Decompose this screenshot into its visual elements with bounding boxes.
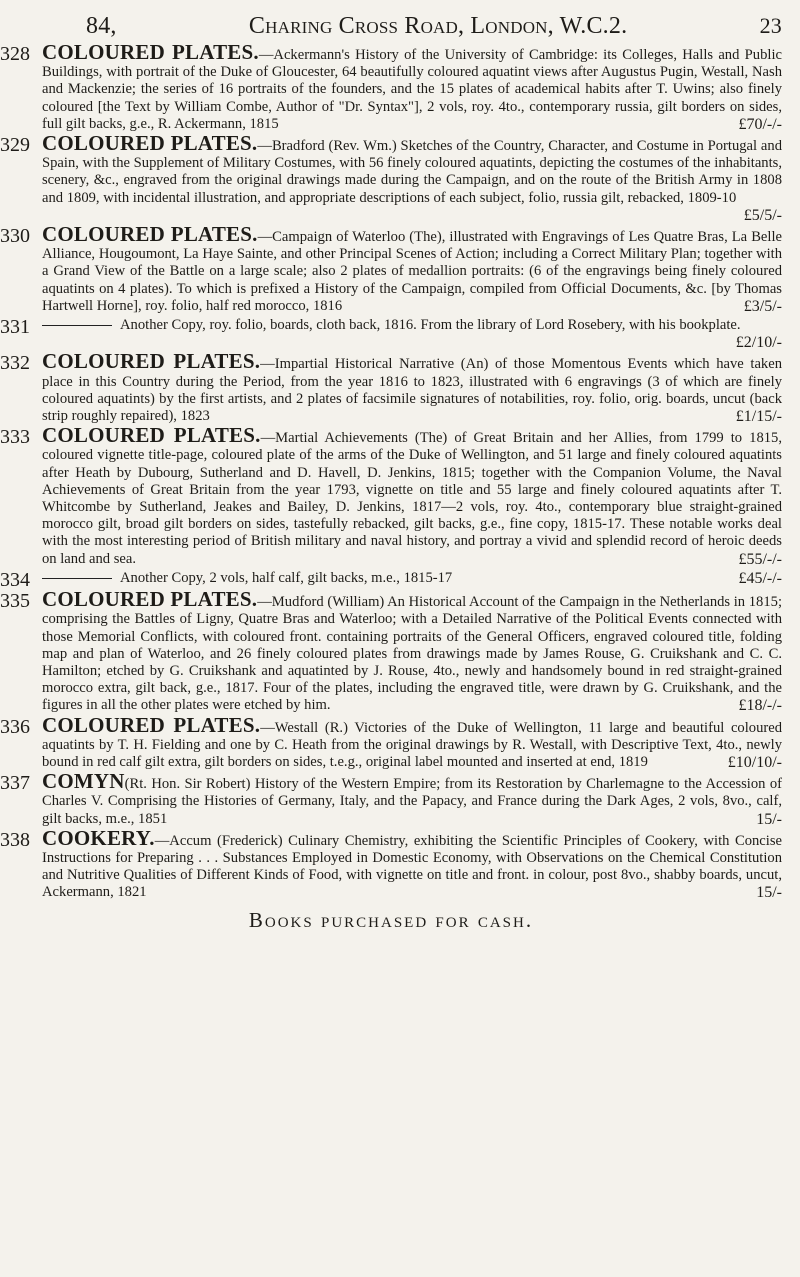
entry-price: £18/-/-	[738, 697, 782, 715]
entry-description: —Bradford (Rev. Wm.) Sketches of the Country, Character, and Costume in Portugal and Spain, with the Supplement of Military Costumes, with 56 finely coloured aquatints, depicting the costumes of the inhabitants, scenery, &c., engraved from the original drawings made during the Campaign, and on the route of the British Army in 1808 and 1809, with incidental illustration, and appropriate descriptions of each subject, folio, russia gilt, rebacked, 1809-10	[42, 138, 782, 206]
footer-note: Books purchased for cash.	[248, 907, 534, 932]
entry-body	[42, 712, 782, 772]
entry-body	[42, 317, 782, 351]
ditto-rule	[42, 578, 112, 579]
entry-list	[0, 40, 783, 902]
entry-heading: COLOURED PLATES.	[42, 587, 258, 612]
entry-body	[42, 40, 782, 133]
entry-price: 15/-	[756, 884, 782, 902]
entry-description: —Campaign of Waterloo (The), illustrated with Engravings of Les Quatre Bras, La Belle Alliance, Hougoumont, La Haye Sainte, and other Principal Scenes of Action; including a Correct Military Plan; together with a Grand View of the Battle on a large scale; also 2 plates of medallion portraits: (6 of the engravings being finely coloured aquatints on 4 plates). To which is prefixed a History of the Campaign, compiled from Official Documents, &c. [by Thomas Hartwell Horne], roy. folio, half red morocco, 1816	[42, 229, 782, 314]
lot-number: 338	[0, 828, 30, 851]
entry-description: —Martial Achievements (The) of Great Britain and her Allies, from 1799 to 1815, coloured vignette title-page, coloured plate of the arms of the Duke of Wellington, and 51 large and finely coloured aquatints after Heath by Dubourg, Sutherland and D. Havell, D. Jenkins, 1815; together with the Companion Volume, the Naval Achievements of Great Britain from the year 1793, vignette on title and 55 large and finely coloured aquatints after T. Whitcombe by Sutherland, Jeakes and Bailey, D. Jenkins, 1817—2 vols, roy. 4to., contemporary blue straight-grained morocco gilt, broad gilt borders on sides, tastefully rebacked, gilt backs, g.e., fine copy, 1815-17. These notable works deal with the most interesting period of British military and naval history, and portray a vivid and splendid record of heroic deeds on land and sea.	[42, 430, 782, 567]
entry-body	[42, 769, 782, 828]
entry-description: —Accum (Frederick) Culinary Chemistry, exhibiting the Scientific Principles of Cookery, with Concise Instructions for Preparing . . . Substances Employed in Domestic Economy, with Observations on the Chemical Constitution and Nutritive Qualities of Different Kinds of Food, with vignette on title and front. in colour, post 8vo., shabby boards, uncut, Ackermann, 1821	[42, 832, 782, 901]
entry-body	[42, 222, 782, 315]
entry-price: £70/-/-	[738, 115, 782, 133]
ditto-rule	[42, 325, 112, 326]
catalogue-entry	[0, 349, 782, 426]
header-title: Charing Cross Road, London, W.C.2.	[248, 13, 628, 39]
entry-heading: COOKERY.	[42, 825, 155, 850]
lot-number: 330	[0, 225, 30, 248]
entry-body	[42, 423, 782, 568]
lot-number: 332	[0, 352, 30, 375]
entry-description: —Westall (R.) Victories of the Duke of Wellington, 11 large and beautiful coloured aquatints by T. H. Fielding and one by C. Heath from the original drawings by R. Westall, with Descriptive Text, 4to., newly bound in red calf gilt extra, gilt borders on sides, t.e.g., original label mounted and inserted at end, 1819	[42, 719, 782, 770]
entry-description: Another Copy, roy. folio, boards, cloth back, 1816. From the library of Lord Rosebery, with his bookplate.	[120, 317, 741, 334]
entry-price: £10/10/-	[727, 753, 782, 771]
entry-body	[42, 587, 783, 715]
entry-heading: COLOURED PLATES.	[42, 423, 261, 448]
entry-heading: COLOURED PLATES.	[42, 131, 258, 156]
entry-heading: COLOURED PLATES.	[42, 712, 261, 737]
lot-number: 329	[0, 134, 30, 157]
entry-heading: COLOURED PLATES.	[42, 222, 258, 247]
entry-description: —Mudford (William) An Historical Account of the Campaign in the Netherlands in 1815; comprising the Battles of Ligny, Quatre Bras and Waterloo; with a Detailed Narrative of the Political Events connected with those Memorial Conflicts, with coloured front. containing portraits of the General Officers, engraved coloured title, folding map and plan of Waterloo, and 26 finely coloured plates from drawings made by James Rouse, G. Cruikshank and C. C. Hamilton; etched by G. Cruikshank and aquatinted by J. Rouse, 4to., newly and handsomely bound in red straight-grained morocco extra, gilt back, g.e., 1817. Four of the plates, including the engraved title, were drawn by G. Cruikshank, and the figures in all the other plates were etched by him.	[42, 594, 783, 714]
catalogue-entry	[0, 131, 782, 224]
lot-number: 336	[0, 715, 30, 738]
entry-description: —Ackermann's History of the University of Cambridge: its Colleges, Halls and Public Buildings, with portrait of the Duke of Gloucester, 64 beautifully coloured aquatint views after Augustus Pugin, Westall, Nash and Mackenzie; the series of 16 portraits of the founders, and the 15 plates of academical habits after T. Uwins; also finely coloured [the Text by William Combe, Author of "Dr. Syntax"], 2 vols, roy. 4to., contemporary russia, gilt borders on sides, full gilt backs, g.e., R. Ackermann, 1815	[42, 47, 782, 132]
entry-price: £5/5/-	[743, 206, 782, 224]
entry-price: £55/-/-	[738, 550, 782, 568]
catalogue-entry	[0, 712, 782, 772]
page-number: 23	[759, 13, 782, 38]
page-prefix: 84,	[86, 13, 117, 39]
entry-price: £45/-/-	[738, 569, 782, 587]
catalogue-entry	[0, 40, 782, 133]
entry-description: (Rt. Hon. Sir Robert) History of the Western Empire; from its Restoration by Charlemagne to the Accession of Charles V. Comprising the Histories of Germany, Italy, and the Papacy, and France during the Dark Ages, 2 vols, 8vo., calf, gilt backs, m.e., 1851	[42, 776, 782, 827]
entry-heading: COLOURED PLATES.	[42, 40, 259, 64]
entry-description: Another Copy, 2 vols, half calf, gilt backs, m.e., 1815-17	[120, 569, 453, 586]
entry-body	[42, 349, 782, 426]
catalogue-entry	[0, 769, 782, 828]
entry-price: £2/10/-	[735, 334, 782, 352]
lot-number: 334	[0, 568, 30, 591]
entry-price: £1/15/-	[735, 408, 782, 426]
catalogue-entry	[0, 825, 782, 902]
entry-price: £3/5/-	[743, 297, 782, 315]
lot-number: 335	[0, 590, 30, 613]
entry-body	[42, 825, 782, 902]
entry-body	[42, 131, 782, 224]
catalogue-entry	[0, 317, 782, 351]
entry-heading: COMYN	[42, 769, 125, 794]
catalogue-entry	[0, 587, 783, 715]
entry-description: —Impartial Historical Narrative (An) of those Momentous Events which have taken place in this Country during the Period, from the year 1816 to 1823, illustrated with 6 engravings (3 of which are finely coloured aquatints) by the first artists, and 2 plates of facsimile signatures of notabilities, roy. folio, orig. boards, uncut (back strip roughly repaired), 1823	[42, 356, 782, 425]
lot-number: 328	[0, 43, 30, 65]
running-header	[0, 12, 782, 40]
lot-number: 331	[0, 316, 30, 339]
lot-number: 337	[0, 772, 30, 795]
entry-price: 15/-	[756, 810, 782, 828]
catalogue-entry	[0, 222, 782, 315]
entry-heading: COLOURED PLATES.	[42, 349, 261, 374]
catalogue-entry	[0, 423, 782, 568]
lot-number: 333	[0, 426, 30, 449]
